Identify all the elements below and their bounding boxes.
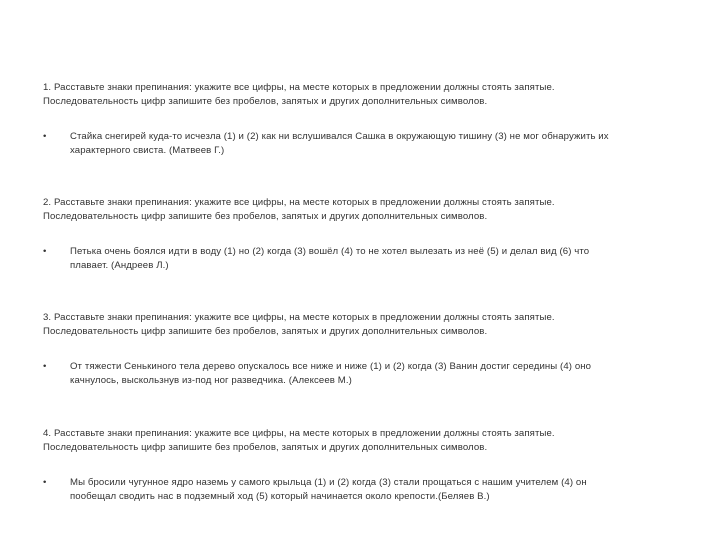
task-3-sentence-line-1: От тяжести Сенькиного тела дерево опускалось все ниже и ниже (1) и (2) когда (3) Ванин достиг середины (4) оно: [70, 361, 592, 372]
task-3-sentence-item: [43, 360, 683, 388]
task-4-sentence-item: [43, 476, 683, 504]
bullet-icon: •: [43, 246, 47, 257]
task-4-prompt: [43, 427, 683, 455]
task-3-prompt-line-2: Последовательность цифр запишите без пробелов, запятых и других дополнительных символов.: [43, 326, 488, 337]
task-4-prompt-line-2: Последовательность цифр запишите без пробелов, запятых и других дополнительных символов.: [43, 442, 488, 453]
task-1-sentence: [70, 130, 680, 158]
task-2-sentence-line-1: Петька очень боялся идти в воду (1) но (2) когда (3) вошёл (4) то не хотел вылезать из неё (5) и делал вид (6) что: [70, 246, 590, 257]
task-2-prompt-line-2: Последовательность цифр запишите без пробелов, запятых и других дополнительных символов.: [43, 211, 488, 222]
task-2-sentence: [70, 245, 680, 273]
task-1-sentence-line-1: Стайка снегирей куда-то исчезла (1) и (2) как ни вслушивался Сашка в окружающую тишину (3) не мог обнаружить их: [70, 131, 609, 142]
task-1: [43, 81, 683, 156]
task-1-prompt: [43, 81, 683, 109]
task-1-sentence-item: [43, 130, 683, 158]
task-4-prompt-line-1: 4. Расставьте знаки препинания: укажите все цифры, на месте которых в предложении должны стоять запятые.: [43, 428, 555, 439]
task-4: [43, 427, 683, 502]
task-2-prompt-line-1: 2. Расставьте знаки препинания: укажите все цифры, на месте которых в предложении должны стоять запятые.: [43, 197, 555, 208]
task-1-prompt-line-1: 1. Расставьте знаки препинания: укажите все цифры, на месте которых в предложении должны стоять запятые.: [43, 82, 555, 93]
task-3: [43, 311, 683, 386]
task-3-prompt-line-1: 3. Расставьте знаки препинания: укажите все цифры, на месте которых в предложении должны стоять запятые.: [43, 312, 555, 323]
task-3-prompt: [43, 311, 683, 339]
task-4-sentence-line-1: Мы бросили чугунное ядро наземь у самого крыльца (1) и (2) когда (3) стали прощаться с нашим учителем (4) он: [70, 477, 587, 488]
bullet-icon: •: [43, 131, 47, 142]
task-2: [43, 196, 683, 271]
bullet-icon: •: [43, 477, 47, 488]
task-3-sentence-line-2: качнулось, выскользнув из-под ног разведчика. (Алексеев М.): [70, 375, 352, 386]
task-2-prompt: [43, 196, 683, 224]
bullet-icon: •: [43, 361, 47, 372]
task-4-sentence-line-2: пообещал сводить нас в подземный ход (5) который начинается около крепости.(Беляев В.): [70, 491, 490, 502]
task-2-sentence-line-2: плавает. (Андреев Л.): [70, 260, 169, 271]
task-1-sentence-line-2: характерного свиста. (Матвеев Г.): [70, 145, 225, 156]
task-1-prompt-line-2: Последовательность цифр запишите без пробелов, запятых и других дополнительных символов.: [43, 96, 488, 107]
task-3-sentence: [70, 360, 680, 388]
task-2-sentence-item: [43, 245, 683, 273]
task-4-sentence: [70, 476, 680, 504]
